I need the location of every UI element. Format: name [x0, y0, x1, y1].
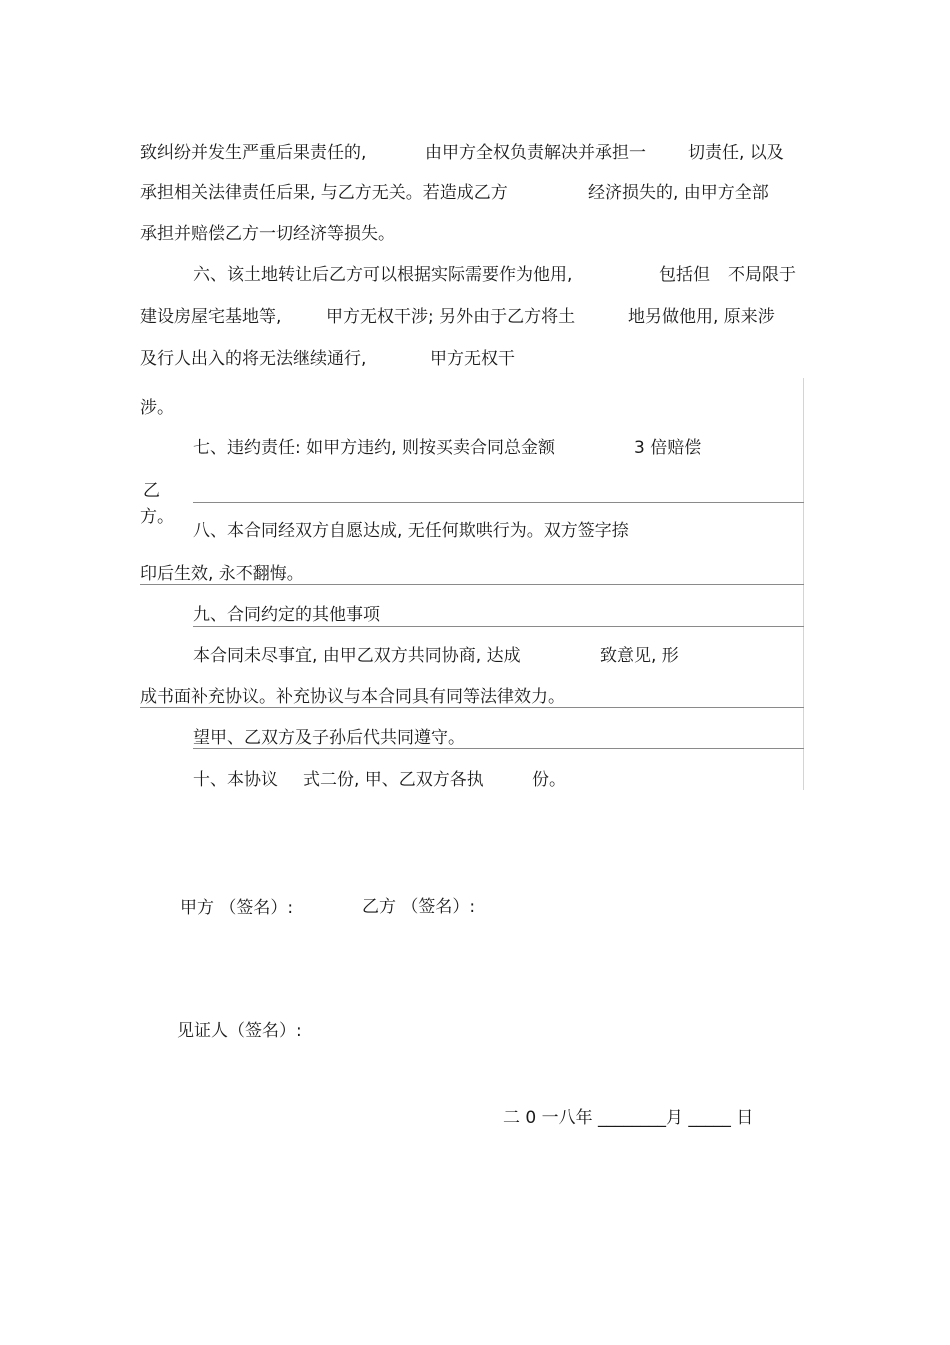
clause-10-b: 式二份, 甲、乙双方各执 [303, 770, 484, 790]
clause-8-line-2: 印后生效, 永不翻悔。 [140, 564, 304, 584]
rule-line-4 [140, 707, 804, 708]
clause-6-line-2a: 建设房屋宅基地等, [140, 307, 282, 327]
clause-6-line-2c: 地另做他用, 原来涉 [628, 307, 775, 327]
clause-9-line-3: 成书面补充协议。补充协议与本合同具有同等法律效力。 [140, 687, 565, 707]
clause-5-line-1a: 致纠纷并发生严重后果责任的, [140, 143, 367, 163]
clause-5-line-3: 承担并赔偿乙方一切经济等损失。 [140, 224, 395, 244]
clause-5-line-2a: 承担相关法律责任后果, 与乙方无关。若造成乙方 [140, 183, 508, 203]
clause-7-line-2b: 方。 [140, 507, 174, 527]
rule-line-3 [193, 626, 804, 627]
clause-5-line-2b: 经济损失的, 由甲方全部 [588, 183, 769, 203]
clause-6-line-1c: 不局限于 [728, 265, 796, 285]
rule-line-2 [140, 584, 804, 585]
clause-7-line-1a: 七、违约责任: 如甲方违约, 则按买卖合同总金额 [193, 438, 555, 458]
clause-5-line-1c: 切责任, 以及 [688, 143, 784, 163]
clause-6-line-3b: 甲方无权干 [430, 349, 515, 369]
clause-10-c: 份。 [532, 770, 566, 790]
clause-7-line-1b: 3 倍赔偿 [634, 438, 702, 458]
witness-signature: 见证人（签名）: [177, 1021, 302, 1041]
clause-8-line-1: 八、本合同经双方自愿达成, 无任何欺哄行为。双方签字捺 [193, 521, 629, 541]
rule-line-5 [193, 748, 804, 749]
clause-6-line-2b: 甲方无权干涉; 另外由于乙方将土 [326, 307, 576, 327]
clause-6-line-1a: 六、该土地转让后乙方可以根据实际需要作为他用, [193, 265, 573, 285]
clause-7-line-2a: 乙 [143, 481, 160, 501]
clause-6-line-1b: 包括但 [659, 265, 710, 285]
clause-9-line-2b: 致意见, 形 [600, 646, 679, 666]
clause-6-line-3a: 及行人出入的将无法继续通行, [140, 349, 367, 369]
signing-date: 二 0 一八年 ________月 _____ 日 [503, 1108, 754, 1128]
clause-9-line-1: 九、合同约定的其他事项 [193, 605, 380, 625]
party-b-signature: 乙方 （签名）: [362, 897, 476, 917]
rule-line-1 [193, 502, 804, 503]
party-a-signature: 甲方 （签名）: [180, 898, 294, 918]
clause-9-line-2a: 本合同未尽事宜, 由甲乙双方共同协商, 达成 [193, 646, 521, 666]
clause-10-a: 十、本协议 [193, 770, 278, 790]
clause-6-line-4: 涉。 [140, 398, 174, 418]
clause-5-line-1b: 由甲方全权负责解决并承担一 [425, 143, 646, 163]
clause-9-line-4: 望甲、乙双方及子孙后代共同遵守。 [193, 728, 465, 748]
